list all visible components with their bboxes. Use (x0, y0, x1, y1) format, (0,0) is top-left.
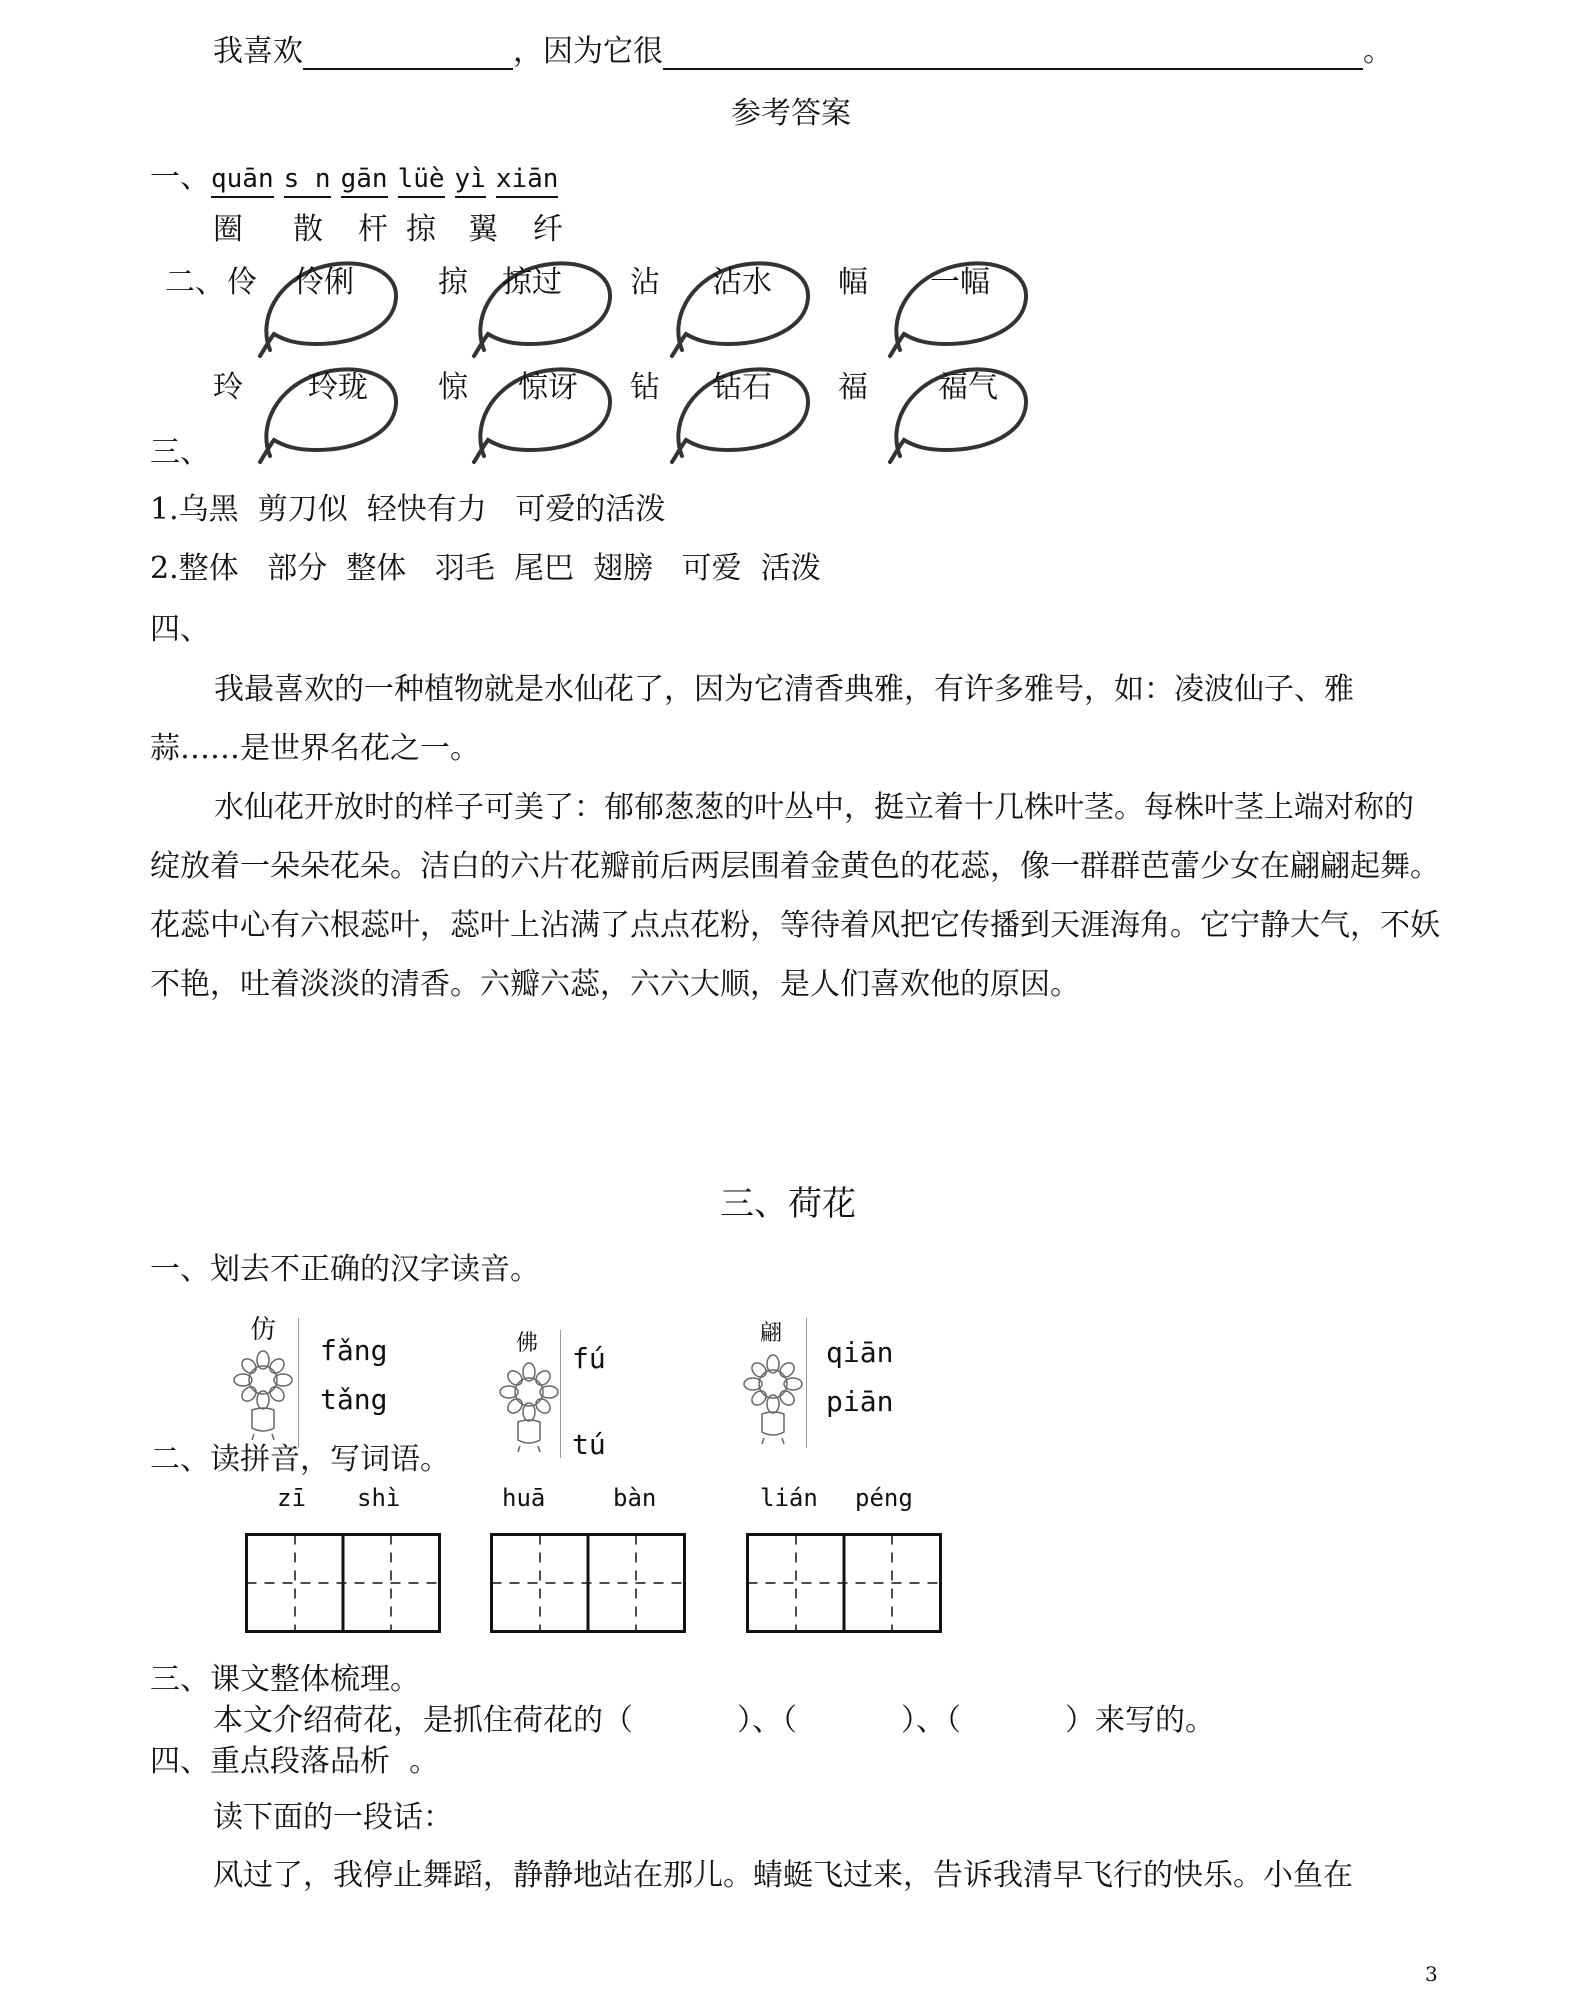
q4-passage: 风过了，我停止舞蹈，静静地站在那儿。蜻蜓飞过来，告诉我清早飞行的快乐。小鱼在 (213, 1858, 1353, 1893)
blank-field[interactable] (303, 32, 513, 70)
a2-char: 惊 (438, 370, 468, 405)
a3-label: 三、 (150, 435, 210, 470)
a2-char: 幅 (838, 265, 868, 300)
q2-pinyin: shì (357, 1484, 401, 1512)
q4-instruction: 四、重点段落品析 。 (150, 1744, 440, 1779)
a3-line2: 2.整体 部分 整体 羽毛 尾巴 翅膀 可爱 活泼 (150, 551, 821, 586)
blank-field[interactable] (961, 1703, 1065, 1739)
a4-paragraph-1: 我最喜欢的一种植物就是水仙花了，因为它清香典雅，有许多雅号，如：凌波仙子、雅蒜……是世界名花之一。 (150, 672, 1354, 766)
q1-option[interactable]: tú (572, 1428, 606, 1461)
q3-sentence: 本文介绍荷花，是抓住荷花的（ ）、（ ）、（ ）来写的。 (213, 1703, 1215, 1738)
a2-word: 玲珑 (308, 370, 368, 405)
a1-pinyin-row: quān s n gān lüè yì xiān (211, 164, 568, 198)
q1-option[interactable]: tǎng (320, 1383, 388, 1416)
a2-word: 掠过 (502, 265, 562, 300)
a4-paragraph-2: 水仙花开放时的样子可美了：郁郁葱葱的叶丛中，挺立着十几株叶茎。每株叶茎上端对称的绽放着一朵朵花朵。洁白的六片花瓣前后两层围着金黄色的花蕊，像一群群芭蕾少女在翩翩起舞。花蕊中心有六根蕊叶，蕊叶上沾满了点点花粉，等待着风把它传播到天涯海角。它宁静大气，不妖不艳，吐着淡淡的清香。六瓣六蕊，六六大顺，是人们喜欢他的原因。 (150, 790, 1440, 1002)
a1-char: 圈 (213, 212, 243, 247)
a2-word: 伶俐 (294, 265, 354, 300)
a2-char: 玲 (213, 370, 243, 405)
page-number: 3 (1425, 1962, 1438, 1986)
divider (298, 1318, 299, 1448)
a4-label: 四、 (150, 612, 210, 647)
q2-pinyin: bàn (613, 1484, 657, 1512)
answers-title: 参考答案 (731, 96, 851, 131)
q1-char: 仿 (250, 1315, 277, 1345)
sunflower-icon (494, 1362, 564, 1454)
blank-field[interactable] (633, 1703, 737, 1739)
q1-option[interactable]: qiān (826, 1336, 894, 1369)
a2-label: 二、 (165, 265, 225, 300)
a2-word: 一幅 (930, 265, 990, 300)
q2-pinyin: lián (760, 1484, 818, 1512)
q1-option[interactable]: fǎng (320, 1334, 388, 1367)
a2-char: 掠 (438, 265, 468, 300)
writing-grid[interactable] (490, 1533, 686, 1633)
divider (560, 1330, 561, 1458)
a2-char: 伶 (227, 265, 257, 300)
blank-field[interactable] (797, 1703, 901, 1739)
a1-label: 一、 (150, 160, 210, 195)
q3-instruction: 三、课文整体梳理。 (150, 1662, 420, 1697)
a2-word: 福气 (938, 370, 998, 405)
blank-field[interactable] (663, 32, 1363, 70)
q2-instruction: 二、读拼音，写词语。 (150, 1442, 450, 1477)
a2-char: 沾 (630, 265, 660, 300)
q1-option[interactable]: fú (572, 1342, 606, 1375)
a3-line1: 1.乌黑 剪刀似 轻快有力 可爱的活泼 (150, 492, 666, 527)
a2-word: 钻石 (712, 370, 772, 405)
a1-char: 杆 (358, 212, 388, 247)
a1-char: 散 (293, 212, 323, 247)
writing-grid[interactable] (245, 1533, 441, 1633)
writing-grid[interactable] (746, 1533, 942, 1633)
a2-word: 惊讶 (518, 370, 578, 405)
q1-instruction: 一、划去不正确的汉字读音。 (150, 1252, 540, 1287)
q2-pinyin: huā (502, 1484, 546, 1512)
q1-char: 佛 (516, 1331, 539, 1356)
a2-word: 沾水 (712, 265, 772, 300)
q1-char: 翩 (760, 1321, 783, 1346)
top-fill-line: 我喜欢 ，因为它很 。 (213, 34, 1393, 69)
q1-option[interactable]: piān (826, 1385, 894, 1418)
a2-char: 福 (838, 370, 868, 405)
a1-char: 纤 (533, 212, 563, 247)
q4-reading-instruction: 读下面的一段话： (213, 1800, 453, 1835)
sunflower-icon (738, 1354, 808, 1446)
a1-char: 翼 (468, 212, 498, 247)
q2-pinyin: zī (277, 1484, 306, 1512)
q2-pinyin: péng (855, 1484, 913, 1512)
lesson-title: 三、荷花 (720, 1184, 856, 1224)
a2-char: 钻 (630, 370, 660, 405)
divider (806, 1318, 807, 1448)
sunflower-icon (228, 1350, 298, 1442)
a1-char: 掠 (406, 212, 436, 247)
